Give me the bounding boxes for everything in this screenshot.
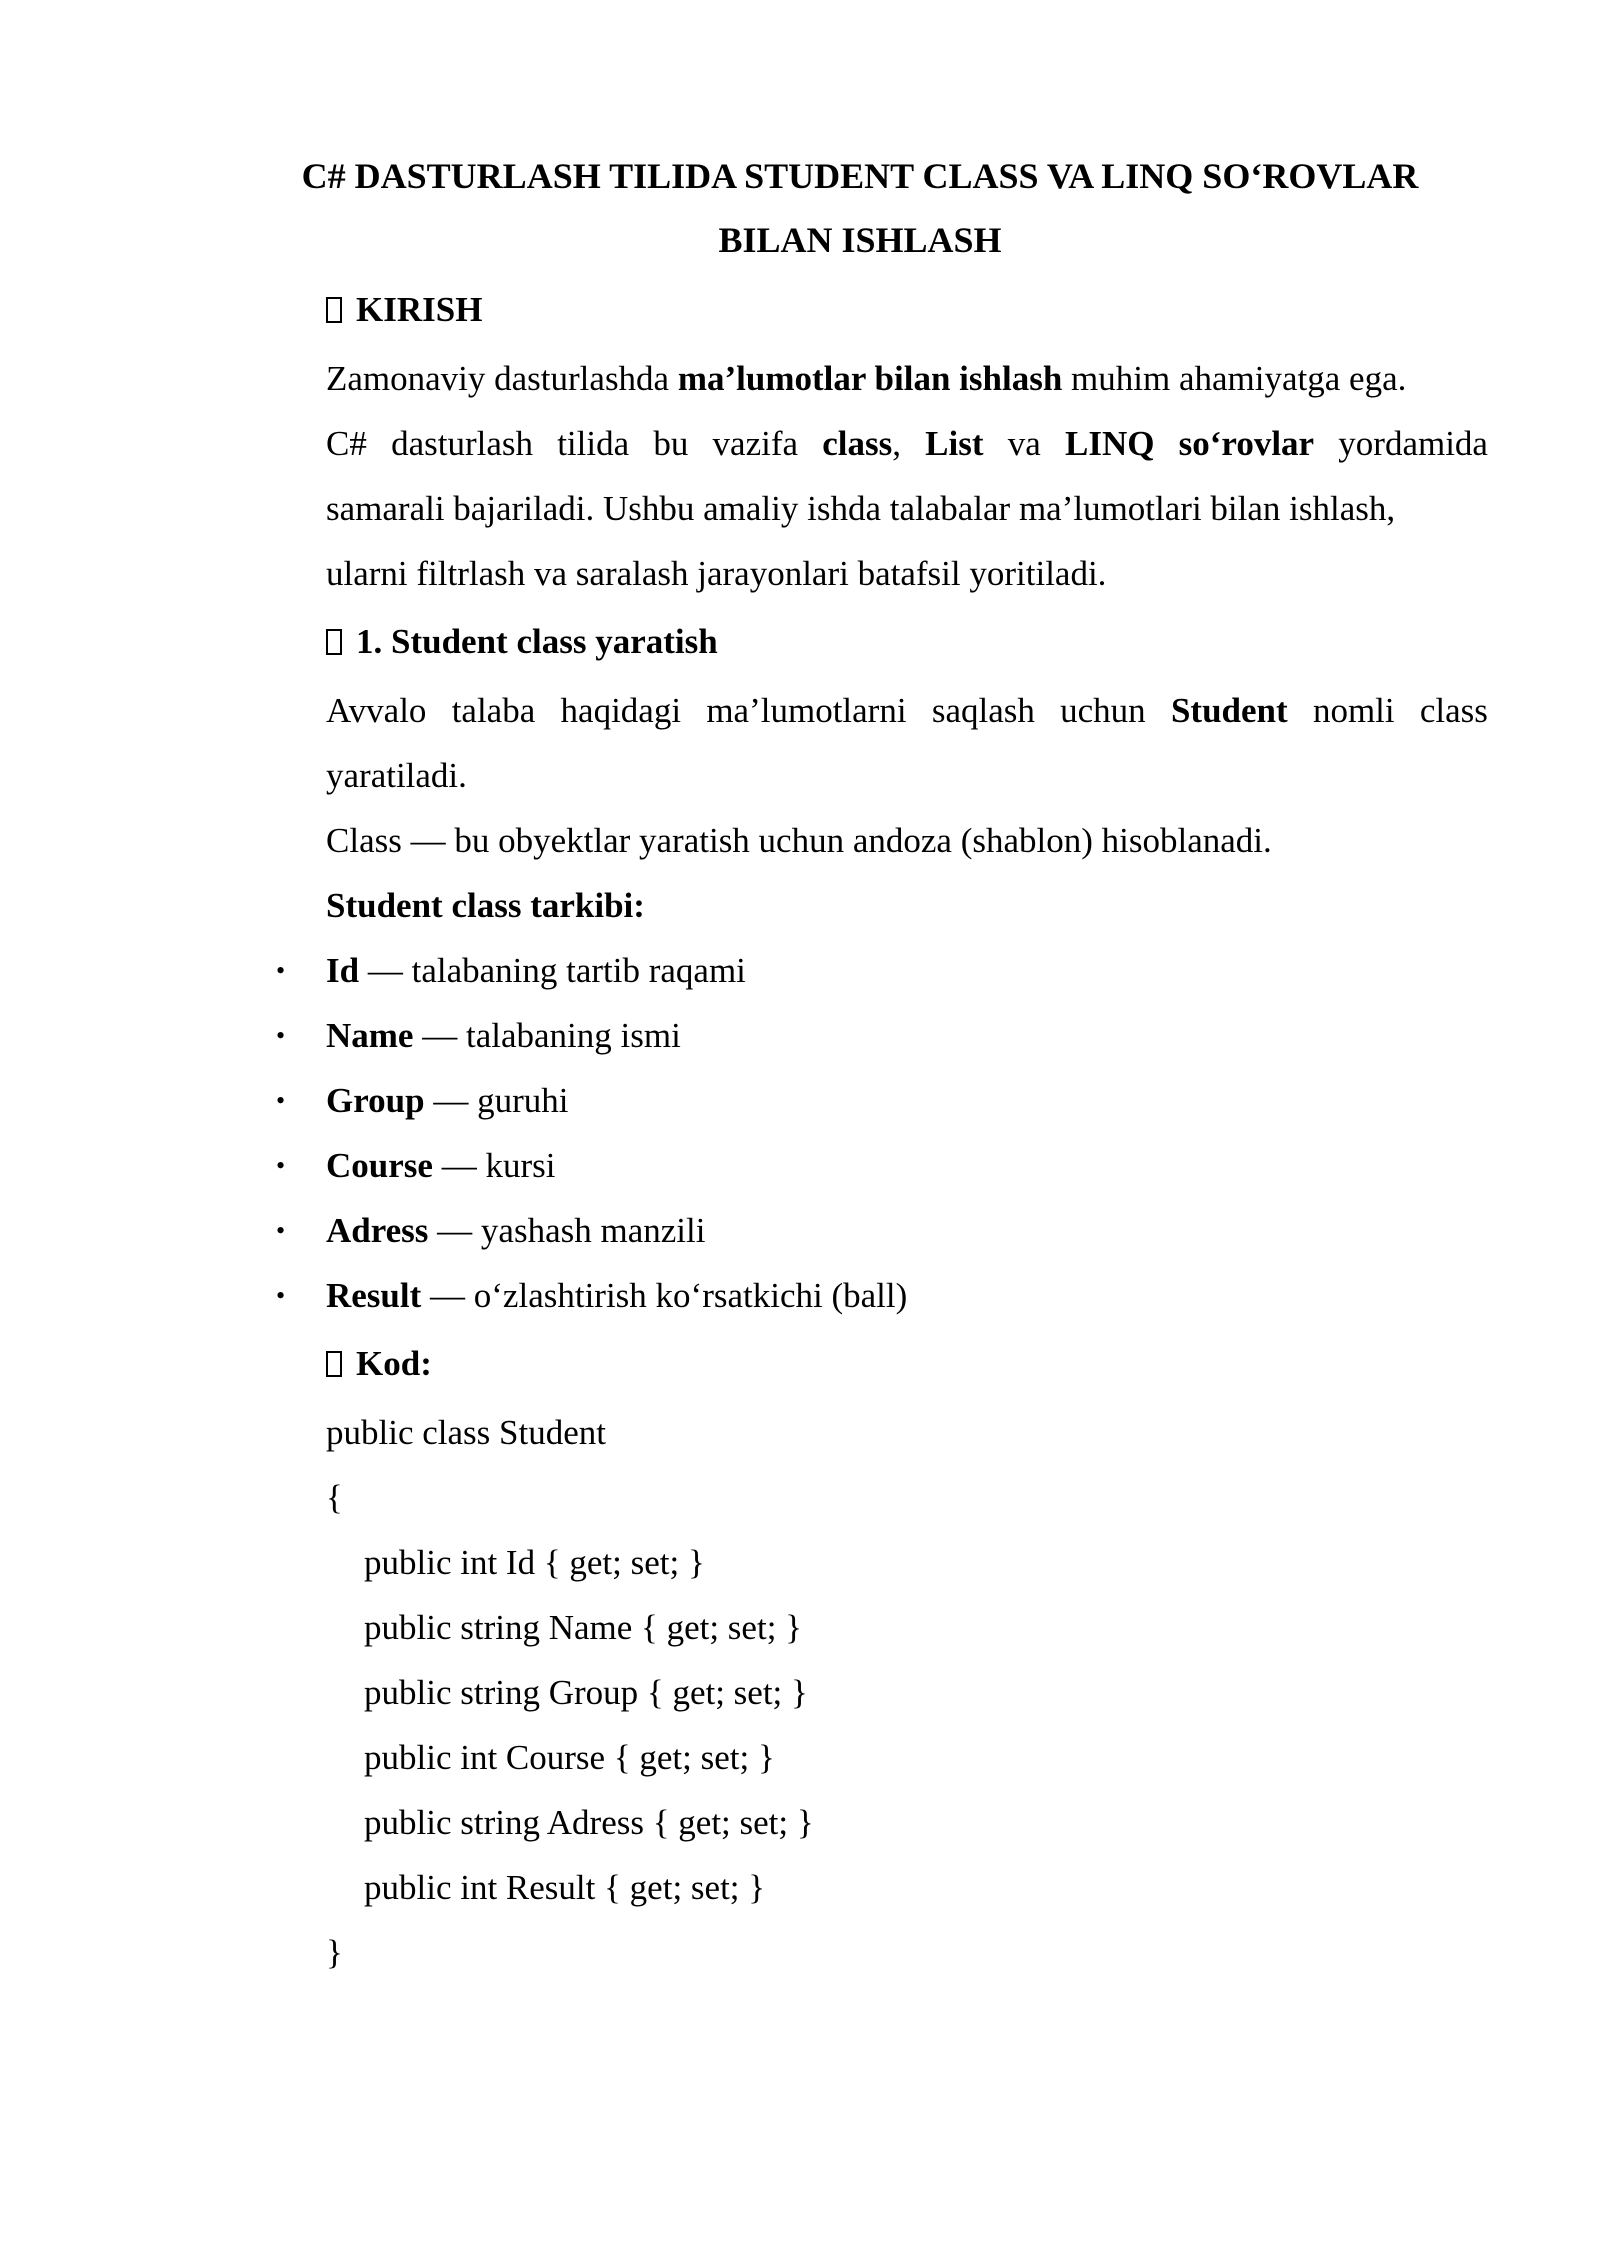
bullet-icon: •	[276, 1021, 286, 1050]
bullet-icon: •	[276, 956, 286, 985]
section1-para1-line-1	[326, 678, 1488, 743]
field-desc: — talabaning tartib raqami	[359, 951, 746, 990]
intro-line-1	[326, 346, 1488, 411]
field-name: Adress	[326, 1211, 429, 1250]
list-item	[276, 1263, 1488, 1328]
list-item	[276, 1068, 1488, 1133]
field-name: Id	[326, 951, 360, 990]
field-desc: — yashash manzili	[428, 1211, 706, 1250]
code-line: public int Result { get; set; }	[364, 1868, 766, 1907]
code-line: public int Id { get; set; }	[364, 1543, 705, 1582]
bullet-icon: •	[276, 1151, 286, 1180]
field-desc: — talabaning ismi	[413, 1016, 681, 1055]
word: uchun	[1060, 691, 1146, 730]
code-heading	[326, 1328, 1488, 1400]
bold-word: Student	[1170, 691, 1288, 730]
word: dasturlash	[391, 424, 533, 463]
word: haqidagi	[560, 691, 682, 730]
word: saqlash	[931, 691, 1035, 730]
word: vazifa	[712, 424, 799, 463]
list-item	[276, 1003, 1488, 1068]
word: talaba	[451, 691, 536, 730]
word: Avvalo	[326, 691, 427, 730]
intro-paragraph	[326, 346, 1488, 606]
document-body	[276, 274, 1488, 1985]
intro-text: Zamonaviy dasturlashda	[326, 359, 678, 398]
field-name: Group	[326, 1081, 425, 1120]
intro-line-2	[326, 411, 1488, 476]
list-item	[276, 938, 1488, 1003]
field-name: Course	[326, 1146, 433, 1185]
intro-line-3: samarali bajariladi. Ushbu amaliy ishda talabalar ma’lumotlari bilan ishlash,	[326, 489, 1396, 528]
document-title-line-2: BILAN ISHLASH	[718, 220, 1002, 260]
missing-glyph-icon	[326, 1351, 342, 1377]
field-desc: — guruhi	[424, 1081, 569, 1120]
word: yordamida	[1338, 424, 1488, 463]
bold-word: so‘rovlar	[1178, 424, 1315, 463]
word: ma’lumotlarni	[706, 691, 907, 730]
section1-paragraph-2: Class — bu obyektlar yaratish uchun andoza (shablon) hisoblanadi.	[326, 821, 1272, 860]
section1-paragraph-1	[326, 678, 1488, 808]
composition-label: Student class tarkibi:	[326, 886, 645, 925]
list-item	[276, 1198, 1488, 1263]
section1-heading-text: 1. Student class yaratish	[356, 622, 718, 661]
code-line: public class Student	[326, 1413, 606, 1452]
field-list	[276, 938, 1488, 1328]
field-name: Name	[326, 1016, 414, 1055]
bullet-icon: •	[276, 1281, 286, 1310]
code-line: public string Name { get; set; }	[364, 1608, 802, 1647]
document-title-line-1: C# DASTURLASH TILIDA STUDENT CLASS VA LINQ SO‘ROVLAR	[301, 156, 1419, 196]
field-name: Result	[326, 1276, 422, 1315]
word: C#	[326, 424, 367, 463]
word: bu	[653, 424, 689, 463]
list-item	[276, 1133, 1488, 1198]
bold-word: LINQ	[1064, 424, 1155, 463]
missing-glyph-icon	[326, 629, 342, 655]
bold-word: List	[925, 424, 984, 463]
intro-heading-text: KIRISH	[356, 290, 483, 329]
code-line: public string Adress { get; set; }	[364, 1803, 814, 1842]
missing-glyph-icon	[326, 297, 342, 323]
bold-word: class	[822, 424, 893, 463]
word-group	[822, 411, 901, 476]
word: ,	[892, 424, 901, 463]
word: tilida	[557, 424, 630, 463]
field-desc: — o‘zlashtirish ko‘rsatkichi (ball)	[421, 1276, 908, 1315]
code-line: public int Course { get; set; }	[364, 1738, 775, 1777]
code-block	[326, 1400, 1488, 1985]
code-line: {	[326, 1478, 343, 1517]
word: nomli	[1312, 691, 1395, 730]
intro-line-4: ularni filtrlash va saralash jarayonlari batafsil yoritiladi.	[326, 554, 1107, 593]
intro-text: muhim ahamiyatga ega.	[1062, 359, 1407, 398]
word: va	[1007, 424, 1041, 463]
bullet-icon: •	[276, 1216, 286, 1245]
code-heading-text: Kod:	[356, 1344, 432, 1383]
bullet-icon: •	[276, 1086, 286, 1115]
intro-bold-text: ma’lumotlar bilan ishlash	[677, 359, 1063, 398]
code-line: public string Group { get; set; }	[364, 1673, 808, 1712]
word: class	[1419, 691, 1488, 730]
intro-heading	[326, 274, 1488, 346]
field-desc: — kursi	[432, 1146, 556, 1185]
code-line: }	[326, 1933, 343, 1972]
section1-para1-line-2: yaratiladi.	[326, 756, 467, 795]
section1-heading	[326, 606, 1488, 678]
